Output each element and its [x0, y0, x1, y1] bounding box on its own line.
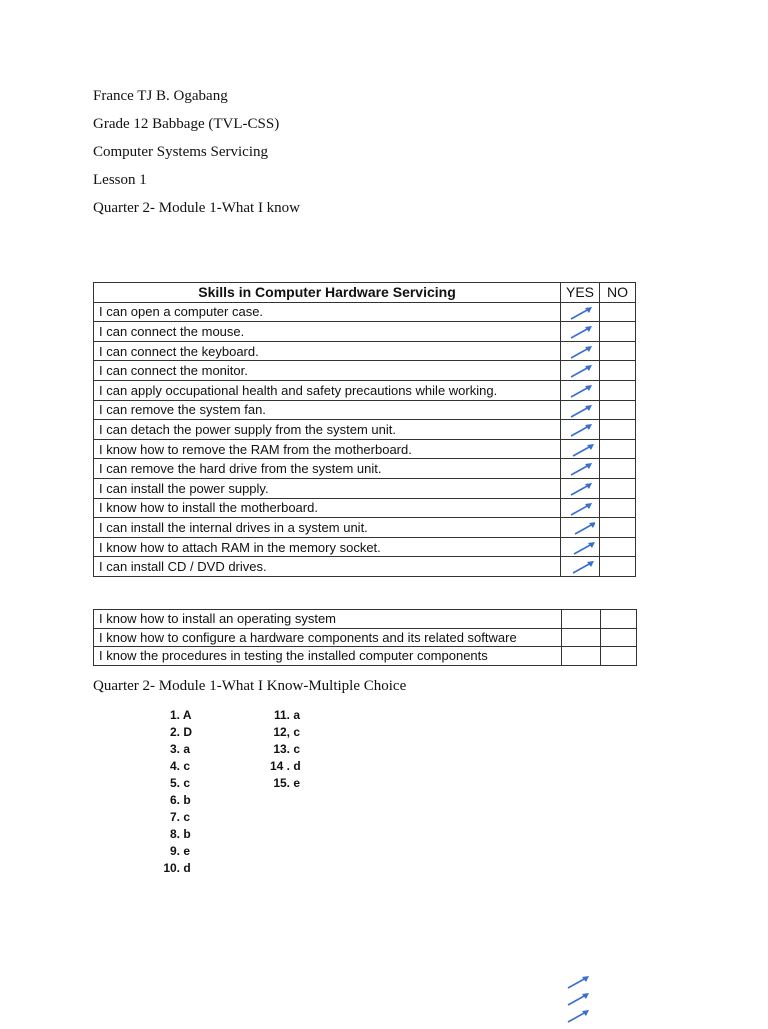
no-cell[interactable]: [600, 420, 636, 440]
skill-statement: I can detach the power supply from the system unit.: [94, 420, 561, 440]
check-arrow-icon: [569, 324, 595, 340]
skill-statement: I can remove the hard drive from the system unit.: [94, 459, 561, 479]
skill-statement: I can remove the system fan.: [94, 400, 561, 420]
answer-letter: a: [293, 708, 301, 722]
check-arrow-icon: [569, 559, 595, 575]
skill-statement: I know how to remove the RAM from the motherboard.: [94, 439, 561, 459]
answer-number: 7.: [169, 810, 180, 824]
skill-statement: I know how to configure a hardware components and its related software: [94, 628, 562, 647]
answer-number: 1.: [169, 708, 180, 722]
answer-item: [160, 707, 192, 724]
table-row: [94, 302, 636, 322]
no-cell[interactable]: [600, 557, 636, 577]
check-arrow-icon: [569, 305, 595, 321]
no-cell[interactable]: [600, 341, 636, 361]
skills-table-body: [94, 302, 636, 576]
no-cell[interactable]: [600, 439, 636, 459]
check-arrow-icon: [566, 1008, 592, 1024]
answer-letter: e: [183, 844, 191, 858]
skill-statement: I can apply occupational health and safety precautions while working.: [94, 380, 561, 400]
no-cell[interactable]: [600, 537, 636, 557]
table-row: [94, 628, 637, 647]
table-row: [94, 400, 636, 420]
table-row: [94, 322, 636, 342]
answer-item: [160, 809, 192, 826]
answer-number: 12,: [273, 725, 290, 739]
no-cell[interactable]: [601, 647, 637, 666]
answer-item: [262, 707, 301, 724]
yes-cell[interactable]: [561, 302, 600, 322]
yes-column-header: YES: [561, 283, 600, 303]
skill-statement: I can install the internal drives in a system unit.: [94, 518, 561, 538]
answer-number: 6.: [169, 793, 180, 807]
table-row: [94, 361, 636, 381]
table-row: [94, 537, 636, 557]
answer-number: 13.: [273, 742, 290, 756]
subject-title: Computer Systems Servicing: [93, 144, 268, 160]
additional-skills-table: [93, 609, 637, 666]
stray-arrow: [566, 991, 592, 1008]
table-row: [94, 478, 636, 498]
table-row: [94, 439, 636, 459]
answer-letter: c: [293, 742, 301, 756]
answer-number: 5.: [169, 776, 180, 790]
table-row: [94, 341, 636, 361]
answer-item: [160, 843, 192, 860]
answer-number: 8.: [169, 827, 180, 841]
yes-cell[interactable]: [561, 518, 600, 538]
answer-number: 11.: [273, 708, 290, 722]
yes-cell[interactable]: [562, 647, 601, 666]
answer-number: 9.: [169, 844, 180, 858]
skills-checklist-table: [93, 282, 636, 577]
check-arrow-icon: [569, 344, 595, 360]
lesson-label: Lesson 1: [93, 172, 147, 188]
answer-item: [262, 741, 301, 758]
answer-number: 3.: [169, 742, 180, 756]
answer-item: [262, 724, 301, 741]
stray-arrow: [566, 1008, 592, 1025]
answer-letter: c: [183, 776, 191, 790]
table-row: [94, 518, 636, 538]
yes-cell[interactable]: [562, 610, 601, 629]
no-cell[interactable]: [600, 400, 636, 420]
no-cell[interactable]: [601, 610, 637, 629]
check-arrow-icon: [566, 974, 592, 990]
grade-section: Grade 12 Babbage (TVL-CSS): [93, 116, 280, 132]
student-name: France TJ B. Ogabang: [93, 88, 228, 104]
yes-cell[interactable]: [562, 628, 601, 647]
stray-arrow: [566, 974, 592, 991]
yes-cell[interactable]: [561, 420, 600, 440]
answer-letter: d: [293, 759, 301, 773]
answer-letter: A: [182, 708, 192, 722]
yes-cell[interactable]: [561, 478, 600, 498]
answer-letter: b: [183, 827, 191, 841]
table-row: [94, 498, 636, 518]
table-row: [94, 610, 637, 629]
table-header-row: [94, 283, 636, 303]
check-arrow-icon: [569, 461, 595, 477]
multiple-choice-title: Quarter 2- Module 1-What I Know-Multiple Choice: [93, 678, 407, 694]
answer-item: [160, 826, 192, 843]
yes-cell[interactable]: [561, 537, 600, 557]
table-row: [94, 647, 637, 666]
answer-item: [160, 741, 192, 758]
no-cell[interactable]: [601, 628, 637, 647]
check-arrow-icon: [569, 383, 595, 399]
skill-statement: I know how to install the motherboard.: [94, 498, 561, 518]
skill-statement: I can install the power supply.: [94, 478, 561, 498]
answer-letter: D: [183, 725, 193, 739]
skill-statement: I can connect the mouse.: [94, 322, 561, 342]
answer-letter: b: [183, 793, 191, 807]
skill-statement: I can connect the keyboard.: [94, 341, 561, 361]
no-cell[interactable]: [600, 478, 636, 498]
check-arrow-icon: [569, 422, 595, 438]
check-arrow-icon: [569, 481, 595, 497]
check-arrow-icon: [569, 442, 595, 458]
yes-cell[interactable]: [561, 380, 600, 400]
answer-item: [262, 758, 301, 775]
yes-cell[interactable]: [561, 361, 600, 381]
answer-item: [160, 775, 192, 792]
no-cell[interactable]: [600, 518, 636, 538]
answer-item: [160, 758, 192, 775]
no-cell[interactable]: [600, 302, 636, 322]
answer-letter: c: [183, 759, 191, 773]
answer-number: 2.: [169, 725, 180, 739]
no-cell[interactable]: [600, 459, 636, 479]
table-row: [94, 459, 636, 479]
answers-column-left: [160, 707, 192, 877]
yes-cell[interactable]: [561, 341, 600, 361]
skill-statement: I know how to install an operating system: [94, 610, 562, 629]
skill-statement: I can open a computer case.: [94, 302, 561, 322]
yes-cell[interactable]: [561, 322, 600, 342]
answer-letter: c: [183, 810, 191, 824]
answers-column-right: [262, 707, 301, 792]
no-cell[interactable]: [600, 322, 636, 342]
skills-table-title: Skills in Computer Hardware Servicing: [94, 283, 561, 303]
skill-statement: I can install CD / DVD drives.: [94, 557, 561, 577]
check-arrow-icon: [569, 501, 595, 517]
module-title: Quarter 2- Module 1-What I know: [93, 200, 301, 216]
check-arrow-icon: [569, 540, 595, 556]
answer-item: [262, 775, 301, 792]
no-cell[interactable]: [600, 498, 636, 518]
answer-number: 14 .: [269, 759, 290, 773]
skill-statement: I can connect the monitor.: [94, 361, 561, 381]
answer-number: 15.: [273, 776, 290, 790]
table-row: [94, 420, 636, 440]
yes-cell[interactable]: [561, 557, 600, 577]
answer-letter: e: [293, 776, 301, 790]
yes-cell[interactable]: [561, 400, 600, 420]
yes-cell[interactable]: [561, 439, 600, 459]
table-row: [94, 557, 636, 577]
answer-number: 4.: [169, 759, 180, 773]
no-column-header: NO: [600, 283, 636, 303]
skill-statement: I know how to attach RAM in the memory socket.: [94, 537, 561, 557]
answer-item: [160, 724, 192, 741]
no-cell[interactable]: [600, 361, 636, 381]
check-arrow-icon: [569, 403, 595, 419]
no-cell[interactable]: [600, 380, 636, 400]
check-arrow-icon: [569, 520, 595, 536]
check-arrow-icon: [566, 991, 592, 1007]
additional-skills-body: [94, 610, 637, 666]
skill-statement: I know the procedures in testing the installed computer components: [94, 647, 562, 666]
answer-letter: c: [293, 725, 301, 739]
table-row: [94, 380, 636, 400]
answer-item: [160, 792, 192, 809]
check-arrow-icon: [569, 363, 595, 379]
answer-item: [160, 860, 192, 877]
answer-number: 10.: [163, 861, 180, 875]
yes-cell[interactable]: [561, 459, 600, 479]
answer-letter: d: [183, 861, 191, 875]
answer-letter: a: [183, 742, 191, 756]
yes-cell[interactable]: [561, 498, 600, 518]
stray-check-marks: [566, 974, 592, 1025]
